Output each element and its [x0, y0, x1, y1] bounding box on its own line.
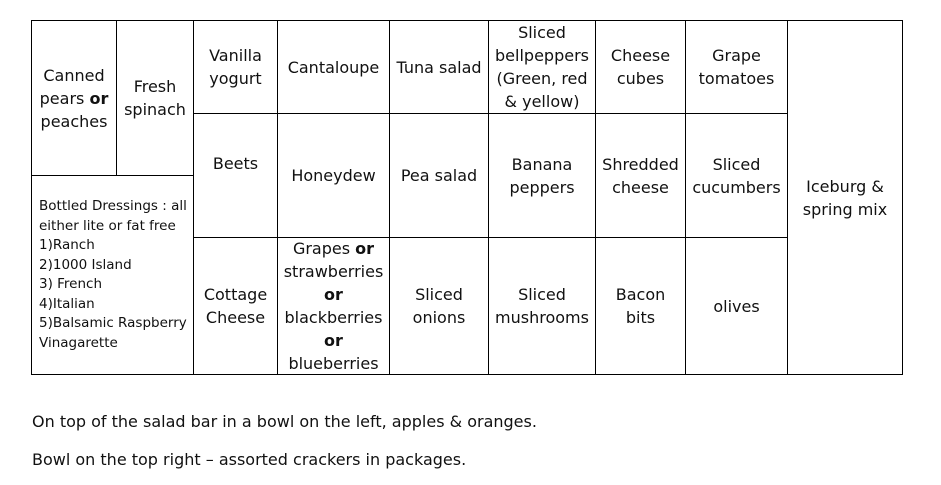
dressing-item: 4)Italian: [39, 295, 95, 312]
cell-text: olives: [713, 296, 760, 316]
cell-sliced-bellpeppers: [489, 21, 596, 114]
cell-sliced-mushrooms: [489, 238, 596, 375]
cell-cantaloupe: [278, 21, 390, 114]
cell-pea-salad: [390, 114, 489, 238]
cell-text: Bacon: [615, 285, 666, 304]
cell-canned-pears: [32, 21, 117, 176]
dressing-item: 3) French: [39, 276, 103, 292]
cell-text: Honeydew: [291, 166, 376, 185]
cell-text: Iceburg &: [806, 176, 884, 196]
cell-tuna-salad: [390, 21, 489, 114]
cell-text: mushrooms: [495, 308, 589, 327]
cell-vanilla-yogurt: [194, 21, 278, 114]
cell-text: spring mix: [802, 199, 888, 219]
cell-cottage-cheese: [194, 238, 278, 375]
cell-text: blueberries: [288, 354, 379, 373]
dressings-title: Bottled Dressings : all: [39, 198, 187, 214]
cell-text: pears: [39, 88, 85, 108]
cell-text: blackberries: [284, 308, 383, 327]
dressing-item: 1)Ranch: [39, 237, 95, 253]
cell-text: Grape: [712, 46, 761, 65]
cell-berries: [278, 238, 390, 375]
cell-text: peppers: [509, 177, 575, 197]
cell-text: Cantaloupe: [287, 57, 380, 77]
dressing-item: Vinagarette: [39, 334, 118, 351]
cell-sliced-cucumbers: [686, 114, 788, 238]
cell-text: cubes: [616, 69, 665, 88]
or-text: or: [355, 239, 375, 258]
cell-text: Sliced: [518, 23, 566, 42]
cell-beets: [194, 114, 278, 238]
cell-text: Sliced: [518, 285, 566, 304]
cell-fresh-spinach: [117, 21, 194, 176]
cell-text: Grapes: [292, 239, 351, 258]
cell-text: Vanilla: [209, 46, 262, 65]
cell-text: yogurt: [209, 69, 262, 88]
cell-text: Sliced: [712, 154, 761, 174]
note-crackers: Bowl on the top right – assorted crackers in packages.: [32, 450, 467, 469]
cell-text: spinach: [124, 100, 186, 119]
cell-text: Shredded: [602, 154, 679, 174]
cell-text: & yellow): [504, 92, 580, 111]
salad-bar-table: [31, 20, 903, 375]
cell-text: Beets: [212, 154, 259, 173]
cell-text: Banana: [511, 154, 573, 174]
cell-text: (Green, red: [496, 69, 588, 88]
or-text: or: [89, 88, 109, 108]
cell-text: Tuna salad: [396, 57, 482, 77]
cell-text: tomatoes: [698, 69, 775, 88]
note-apples-oranges: On top of the salad bar in a bowl on the left, apples & oranges.: [32, 412, 537, 431]
cell-bottled-dressings: [32, 176, 194, 375]
cell-text: Fresh: [133, 77, 177, 96]
dressing-item: 2)1000 Island: [39, 256, 132, 273]
cell-text: bellpeppers: [495, 46, 589, 65]
cell-text: bits: [625, 308, 656, 327]
cell-text: peaches: [40, 111, 108, 131]
cell-honeydew: [278, 114, 390, 238]
cell-text: cucumbers: [692, 177, 781, 197]
or-text: or: [324, 285, 343, 304]
cell-text: onions: [412, 308, 466, 327]
cell-text: Sliced: [415, 285, 463, 304]
or-text: or: [324, 331, 343, 350]
cell-text: strawberries: [283, 262, 384, 281]
cell-text: Canned: [43, 65, 105, 85]
cell-text: Cottage: [203, 285, 268, 304]
cell-cheese-cubes: [596, 21, 686, 114]
cell-olives: [686, 238, 788, 375]
dressing-item: 5)Balsamic Raspberry: [39, 315, 187, 331]
cell-grape-tomatoes: [686, 21, 788, 114]
cell-text: cheese: [612, 177, 669, 197]
cell-text: Cheese: [205, 308, 266, 327]
cell-iceburg: [788, 21, 903, 375]
cell-text: Cheese: [610, 46, 671, 65]
dressings-subtitle: either lite or fat free: [39, 217, 176, 234]
cell-bacon-bits: [596, 238, 686, 375]
cell-text: Pea salad: [400, 166, 478, 185]
cell-shredded-cheese: [596, 114, 686, 238]
cell-sliced-onions: [390, 238, 489, 375]
cell-banana-peppers: [489, 114, 596, 238]
